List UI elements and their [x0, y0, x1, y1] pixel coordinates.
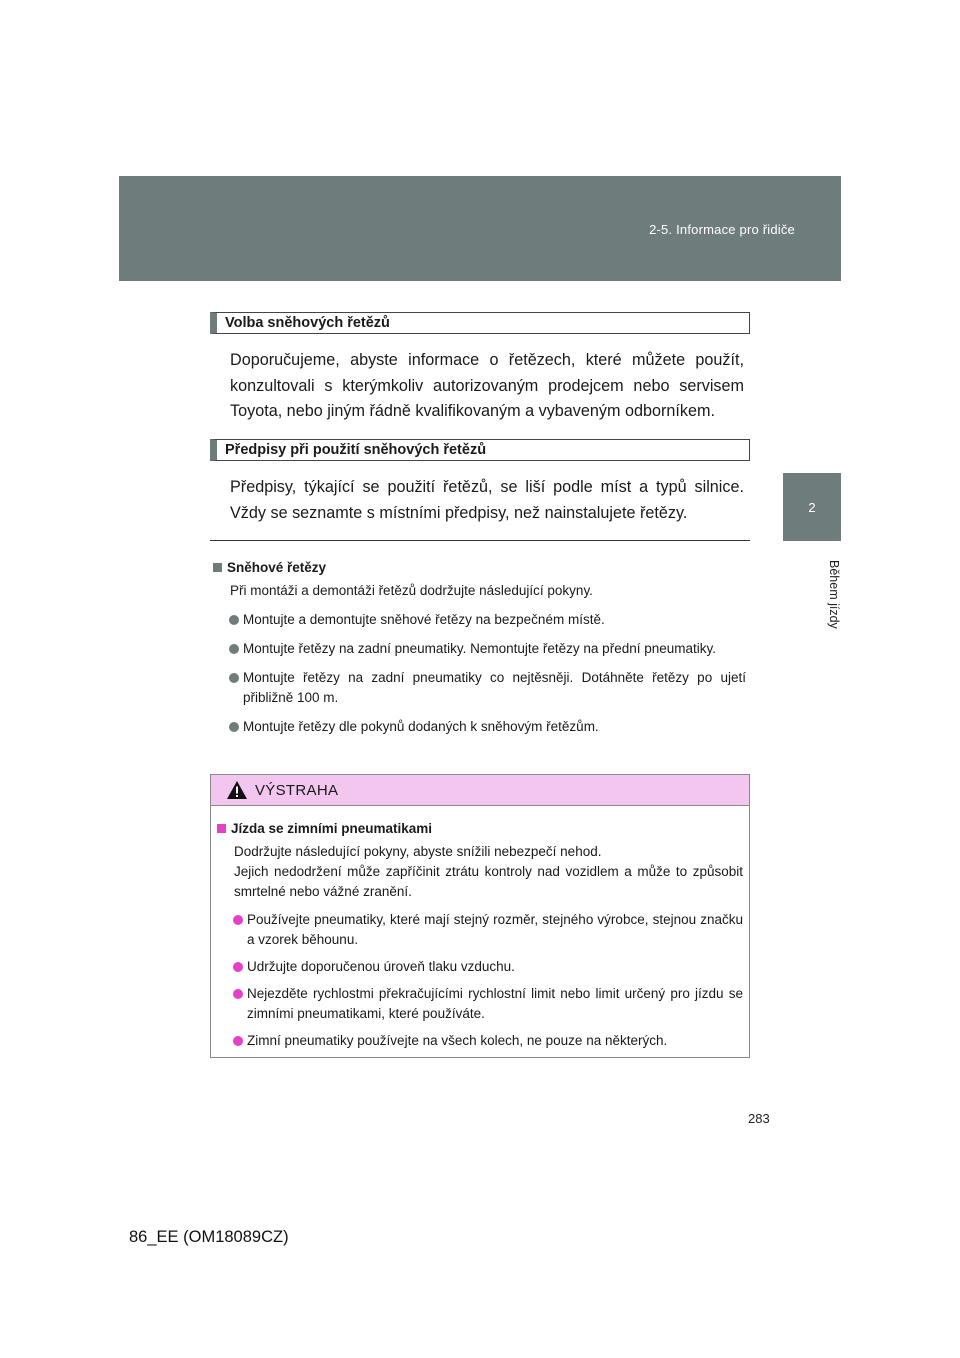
list-item-text: Montujte a demontujte sněhové řetězy na bezpečném místě.: [243, 612, 605, 627]
circle-bullet-icon: [229, 673, 239, 683]
list-item: [213, 668, 746, 708]
list-item-text: Používejte pneumatiky, které mají stejný rozměr, stejného výrobce, stejnou značku a vzorek běhounu.: [247, 912, 743, 947]
circle-bullet-icon: [229, 722, 239, 732]
section-text-chain-regulations: Předpisy, týkající se použití řetězů, se liší podle míst a typů silnice. Vždy se seznamte s místními předpisy, než nainstalujete řetězy.: [230, 478, 744, 522]
note-title: [213, 558, 746, 578]
warning-header: [211, 775, 749, 806]
list-item: [213, 610, 746, 630]
list-item-text: Nejezděte rychlostmi překračujícími rychlostní limit nebo limit určený pro jízdu se zimními pneumatikami, které používáte.: [247, 986, 743, 1021]
circle-bullet-icon: [233, 915, 243, 925]
chapter-number: 2: [808, 499, 816, 515]
list-item-text: Montujte řetězy na zadní pneumatiky. Nemontujte řetězy na přední pneumatiky.: [243, 641, 717, 656]
list-item: [217, 1031, 743, 1051]
list-item-text: Montujte řetězy dle pokynů dodaných k sněhovým řetězům.: [243, 719, 599, 734]
page-number: 283: [748, 1111, 770, 1126]
manual-code: 86_EE (OM18089CZ): [129, 1228, 289, 1246]
warning-body: [211, 806, 749, 1051]
square-bullet-icon: [217, 824, 226, 833]
circle-bullet-icon: [229, 644, 239, 654]
chapter-title: 2-5. Informace pro řidiče: [649, 222, 795, 237]
warning-intro-line: Dodržujte následující pokyny, abyste snížili nebezpečí nehod.: [234, 844, 602, 859]
list-item-text: Montujte řetězy na zadní pneumatiky co nejtěsněji. Dotáhněte řetězy po ujetí přibližně 100 m.: [243, 670, 746, 705]
section-text-chain-selection: Doporučujeme, abyste informace o řetězech, které můžete použít, konzultovali s kterýmkoliv autorizovaným prodejcem nebo servisem Toyota, nebo jiným řádně kvalifikovaným a vybaveným odborníkem.: [230, 351, 744, 420]
square-bullet-icon: [213, 563, 222, 572]
list-item: [217, 984, 743, 1024]
list-item: [213, 717, 746, 737]
circle-bullet-icon: [233, 989, 243, 999]
chapter-tab-label: Během jízdy: [827, 559, 841, 629]
warning-box: [210, 774, 750, 1058]
circle-bullet-icon: [233, 1036, 243, 1046]
warning-triangle-icon: [226, 780, 248, 800]
header-band: [119, 176, 841, 281]
list-item: [213, 639, 746, 659]
note-snow-chains: [213, 558, 746, 746]
list-item-text: Udržujte doporučenou úroveň tlaku vzduchu.: [247, 959, 515, 974]
note-title-text: Sněhové řetězy: [227, 560, 327, 575]
section-heading-chain-selection: Volba sněhových řetězů: [210, 312, 750, 334]
divider: [210, 540, 750, 541]
list-item: [217, 910, 743, 950]
circle-bullet-icon: [233, 962, 243, 972]
list-item-text: Zimní pneumatiky používejte na všech kolech, ne pouze na některých.: [247, 1033, 668, 1048]
warning-intro-line: Jejich nedodržení může zapříčinit ztrátu kontroly nad vozidlem a může to způsobit smrtelné nebo vážné zranění.: [234, 864, 743, 899]
warning-title: [217, 819, 743, 839]
warning-label: VÝSTRAHA: [255, 781, 339, 799]
list-item: [217, 957, 743, 977]
warning-intro: [217, 842, 743, 902]
warning-title-text: Jízda se zimními pneumatikami: [231, 821, 433, 836]
note-intro: Při montáži a demontáži řetězů dodržujte následující pokyny.: [230, 583, 593, 598]
section-heading-chain-regulations: Předpisy při použití sněhových řetězů: [210, 439, 750, 461]
chapter-tab: [783, 473, 841, 541]
circle-bullet-icon: [229, 615, 239, 625]
